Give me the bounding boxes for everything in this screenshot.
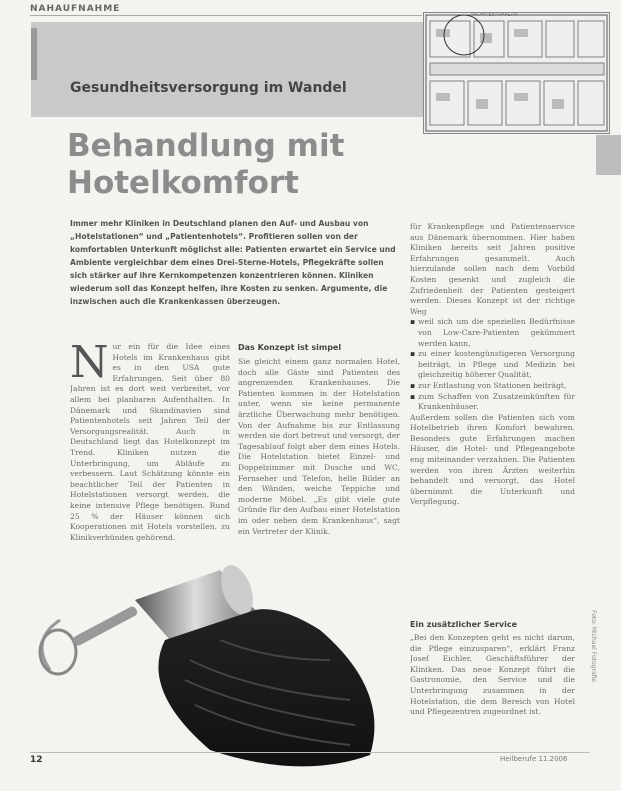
right-gray-block (596, 135, 621, 175)
column-2-heading: Das Konzept ist simpel (238, 343, 342, 352)
column-3-text-mid: Außerdem sollen die Patienten sich vom Hotelbetrieb ihren Komfort bewahren. Besonders gute Erfahrungen machen Häuser, die Hotel- und Pflegeangebote eng miteinander verzahnen. Die Patienten werden von ihren Ärzten weiterhin behandelt und versorgt, das Hotel übernimmt die Unterkunft und Verpflegung. (410, 412, 575, 507)
page-number: 12 (30, 755, 43, 765)
floorplan-label: ARCHITEKTURPLAN (470, 12, 518, 18)
top-rule (30, 15, 422, 16)
headline-line-2: Hotelkomfort (67, 165, 299, 201)
bullet-item: ▪ zu einer kostengünstigeren Versorgung beiträgt, in Pflege und Medizin bei gleichzeitig höherer Qualität, (418, 349, 575, 381)
article-kicker: Gesundheitsversorgung im Wandel (70, 80, 347, 96)
column-3-heading: Ein zusätzlicher Service (410, 620, 518, 629)
tassel-illustration (20, 540, 420, 775)
header-gray-tab (31, 28, 37, 80)
footer-rule (30, 752, 590, 753)
photo-credit: Foto: Michael Fotografie (590, 610, 597, 683)
drop-cap: N (70, 342, 109, 388)
floorplan-image (423, 12, 610, 134)
article-column-3 (410, 222, 575, 618)
column-3-bullets (410, 317, 575, 412)
article-headline (67, 128, 397, 202)
column-2-text: Sie gleicht einem ganz normalen Hotel, doch alle Gäste sind Patienten des angrenzenden Krankenhauses. Die Patienten kommen in der Hotelstation unter, wenn sie keine permanente ärztliche Überwachung mehr benötigen. Von der Aufnahme bis zur Entlassung werden sie dort betreut und versorgt, der Tagesablauf folgt aber dem eines Hotels. Die Hotelstation bietet Einzel- und Doppelzimmer mit Dusche und WC, Fernseher und Telefon, helle Bilder an den Wänden, weiche Teppiche und moderne Möbel. „Es gibt viele gute Gründe für den Aufbau einer Hotelstation im oder neben dem Krankenhaus“, sagt ein Vertreter der Klinik. (238, 357, 400, 536)
article-column-1 (70, 342, 230, 560)
article-intro: Immer mehr Kliniken in Deutschland planen den Auf- und Ausbau von „Hotelstationen“ und „Patientenhotels“. Profitieren sollen von der komfortablen Unterkunft möglichst alle: Patienten erwartet ein Service und Ambiente vergleichbar dem eines Drei-Sterne-Hotels, Pflegekräfte sollen sich stärker auf ihre Kernkompetenzen konzentrieren können. Kliniken wiederum soll das Konzept helfen, ihre Kosten zu senken. Argumente, die inzwischen auch die Krankenkassen überzeugen. (70, 219, 396, 306)
column-3-text-bottom: „Bei den Konzepten geht es nicht darum, die Pflege einzusparen“, erklärt Franz Josef Eichler, Geschäftsführer der Kliniken. Das neue Konzept führt die Gastronomie, den Service und die Unterbringung zusammen in der Hotelstation, die dem Bereich von Hotel und Pflegezentren zugeordnet ist. (410, 633, 575, 717)
column-1-text: ur ein für die Idee eines Hotels im Krankenhaus gibt es in den USA gute Erfahrungen. Seit über 80 Jahren ist es dort weit verbreitet, vor allem bei planbaren Aufenthalten. In Dänemark und Skandinavien sind Patientenhotels seit Jahren Teil der Versorgungsrealität. Auch in Deutschland liegt das Hotelkonzept im Trend. Kliniken nutzen die Unterbringung, um Abläufe zu verbessern. Laut Schätzung könnte ein beachtlicher Teil der Patienten in Hotelstationen versorgt werden, die keine intensive Pflege benötigen. Rund 25 % der Häuser können sich Kooperationen mit Hotels vorstellen, zu Klinikverbünden gehörend. (70, 342, 230, 542)
tassel-keychain-photo (20, 540, 420, 775)
section-label: NAHAUFNAHME (30, 4, 121, 14)
floorplan-drawing (424, 13, 609, 133)
header-gray-box (31, 22, 423, 117)
headline-line-1: Behandlung mit (67, 128, 345, 164)
bullet-item: ▪ zum Schaffen von Zusatzeinkünften für Krankenhäuser. (418, 392, 575, 413)
column-3-text-top: für Krankenpflege und Patientenservice aus Dänemark übernommen. Hier haben Kliniken bereits seit Jahren positive Erfahrungen gesammelt. Auch hierzulande sollen nach dem Vorbild Kosten gesenkt und zugleich die Zufriedenheit der Patienten gesteigert werden. Dieses Konzept ist der richtige Weg (410, 222, 575, 316)
bullet-item: ▪ zur Entlastung von Stationen beiträgt, (418, 381, 575, 392)
article-column-3-continued (410, 633, 575, 753)
bullet-item: ▪ weil sich um die speziellen Bedürfnisse von Low-Care-Patienten gekümmert werden kann, (418, 317, 575, 349)
footer-publication: Heilberufe 11.2006 (500, 755, 568, 763)
